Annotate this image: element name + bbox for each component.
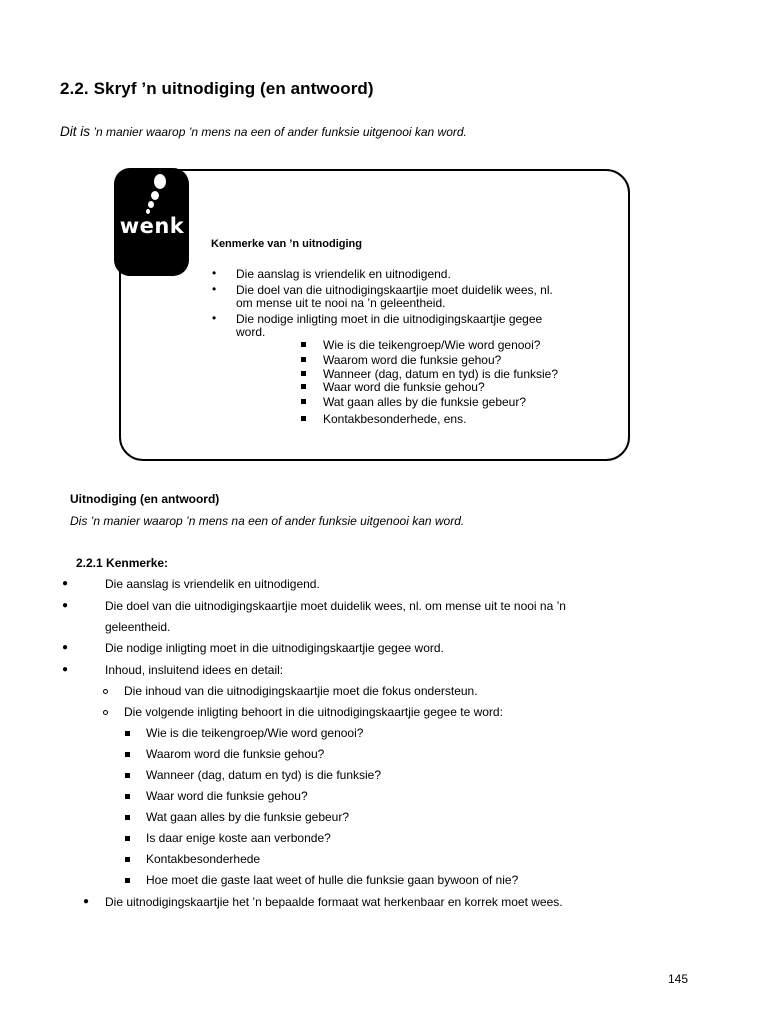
bullet-2-cont: geleentheid. xyxy=(105,620,171,634)
bullet-4: Inhoud, insluitend idees en detail: xyxy=(105,663,284,677)
tip-sub-bullet-6: Kontakbesonderhede, ens. xyxy=(323,412,467,426)
tip-bullet-marker-1: • xyxy=(212,266,217,280)
sub-heading: 2.2.1 Kenmerke: xyxy=(76,556,169,570)
tip-bullet-3-cont: word. xyxy=(236,325,266,339)
square-item-7: Kontakbesonderhede xyxy=(146,852,261,866)
tip-sub-marker-6 xyxy=(301,416,306,421)
bullet-3: Die nodige inligting moet in die uitnodigingskaartjie gegee word. xyxy=(105,641,444,655)
intro-rest: ’n manier waarop ’n mens na een of ander funksie uitgenooi kan word. xyxy=(90,125,467,139)
tip-sub-bullet-4: Waar word die funksie gehou? xyxy=(323,380,485,394)
square-item-8: Hoe moet die gaste laat weet of hulle die funksie gaan bywoon of nie? xyxy=(146,873,519,887)
square-item-5: Wat gaan alles by die funksie gebeur? xyxy=(146,810,350,824)
square-marker-1 xyxy=(125,731,130,736)
tip-sub-marker-3 xyxy=(301,371,306,376)
tip-sub-bullet-5: Wat gaan alles by die funksie gebeur? xyxy=(323,395,527,409)
square-item-1: Wie is die teikengroep/Wie word genooi? xyxy=(146,726,364,740)
badge-dot-1 xyxy=(154,174,166,189)
intro-text xyxy=(60,124,467,139)
bullet-1: Die aanslag is vriendelik en uitnodigend. xyxy=(105,577,320,591)
bullet-marker-3: ● xyxy=(62,642,69,653)
square-marker-4 xyxy=(125,794,130,799)
final-bullet-marker: ● xyxy=(83,896,90,907)
tip-sub-marker-2 xyxy=(301,357,306,362)
tip-sub-marker-1 xyxy=(301,342,306,347)
page-heading: 2.2. Skryf ’n uitnodiging (en antwoord) xyxy=(60,79,374,98)
tip-bullet-3: Die nodige inligting moet in die uitnodigingskaartjie gegee xyxy=(236,312,543,326)
tip-bullet-2-cont: om mense uit te nooi na ’n geleentheid. xyxy=(236,296,446,310)
circle-marker-1 xyxy=(103,689,108,694)
square-item-6: Is daar enige koste aan verbonde? xyxy=(146,831,331,845)
square-marker-8 xyxy=(125,878,130,883)
square-marker-3 xyxy=(125,773,130,778)
circle-item-1: Die inhoud van die uitnodigingskaartjie moet die fokus ondersteun. xyxy=(124,684,478,698)
wenk-badge xyxy=(114,168,189,276)
tip-sub-bullet-2: Waarom word die funksie gehou? xyxy=(323,353,502,367)
tip-sub-bullet-3: Wanneer (dag, datum en tyd) is die funksie? xyxy=(323,367,559,381)
tip-bullet-marker-2: • xyxy=(212,282,217,296)
square-marker-5 xyxy=(125,815,130,820)
square-marker-6 xyxy=(125,836,130,841)
intro-lead: Dit is xyxy=(60,124,90,139)
tip-bullet-2: Die doel van die uitnodigingskaartjie moet duidelik wees, nl. xyxy=(236,283,553,297)
section-title: Uitnodiging (en antwoord) xyxy=(70,492,220,506)
bullet-marker-1: ● xyxy=(62,578,69,589)
bullet-marker-2: ● xyxy=(62,600,69,611)
tip-box-title: Kenmerke van ’n uitnodiging xyxy=(211,238,362,250)
square-item-4: Waar word die funksie gehou? xyxy=(146,789,308,803)
tip-bullet-marker-3: • xyxy=(212,311,217,325)
wenk-logo-text: wenk xyxy=(119,214,185,238)
circle-item-2: Die volgende inligting behoort in die uitnodigingskaartjie gegee te word: xyxy=(124,705,503,719)
bullet-marker-4: ● xyxy=(62,664,69,675)
tip-sub-bullet-1: Wie is die teikengroep/Wie word genooi? xyxy=(323,338,541,352)
square-item-2: Waarom word die funksie gehou? xyxy=(146,747,325,761)
tip-sub-marker-5 xyxy=(301,399,306,404)
tip-sub-marker-4 xyxy=(301,384,306,389)
final-bullet: Die uitnodigingskaartjie het ’n bepaalde formaat wat herkenbaar en korrek moet wees. xyxy=(105,895,563,909)
badge-dot-2 xyxy=(151,191,159,200)
square-marker-2 xyxy=(125,752,130,757)
bullet-2: Die doel van die uitnodigingskaartjie moet duidelik wees, nl. om mense uit te nooi na ’n xyxy=(105,599,566,613)
page-number: 145 xyxy=(668,972,689,986)
square-marker-7 xyxy=(125,857,130,862)
section-subtitle: Dis ’n manier waarop ’n mens na een of ander funksie uitgenooi kan word. xyxy=(70,514,465,528)
square-item-3: Wanneer (dag, datum en tyd) is die funksie? xyxy=(146,768,382,782)
badge-dot-3 xyxy=(148,201,154,208)
circle-marker-2 xyxy=(103,710,108,715)
tip-bullet-1: Die aanslag is vriendelik en uitnodigend. xyxy=(236,267,451,281)
